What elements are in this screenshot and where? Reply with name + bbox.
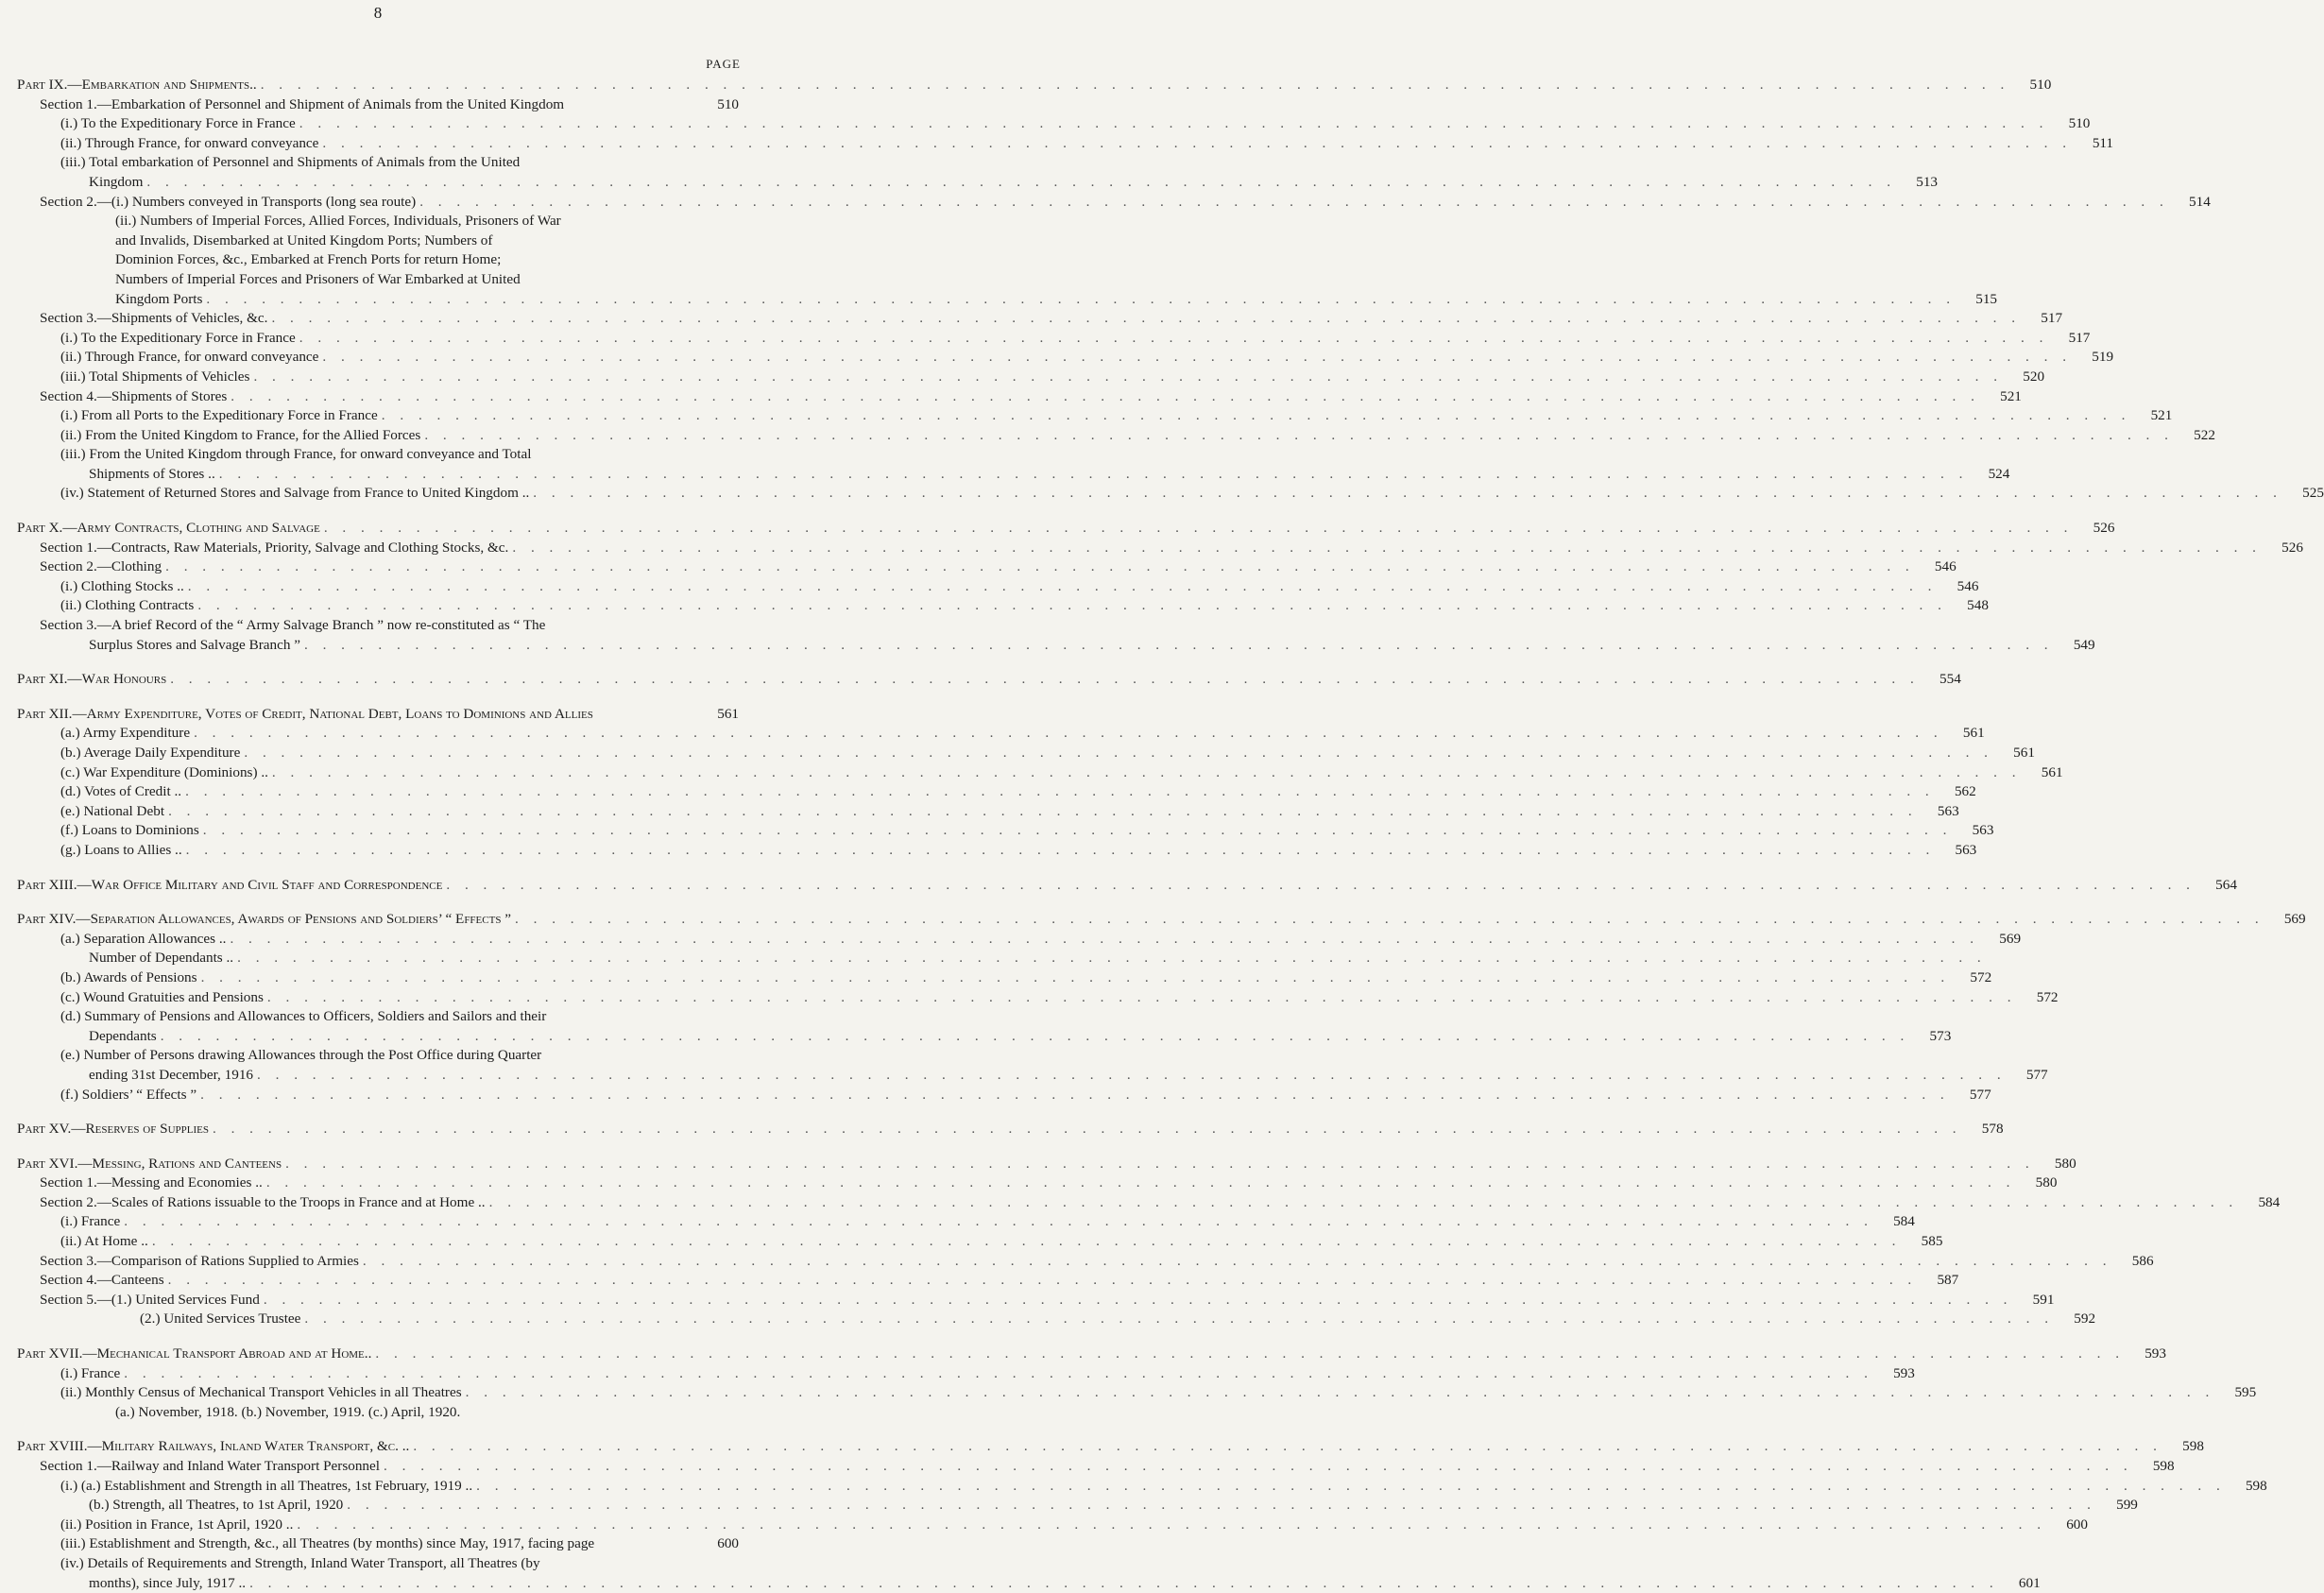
dot-leader (529, 484, 2286, 504)
toc-entry-page: 521 (2000, 387, 2022, 404)
toc-entry-page: 521 (2150, 407, 2173, 424)
toc-entry-page: 563 (1955, 841, 1977, 858)
toc-part-entry (17, 1345, 2166, 1364)
toc-entry (17, 782, 1976, 802)
toc-entry-title: Surplus Stores and Salvage Branch ” (89, 636, 300, 653)
dot-leader (268, 763, 2025, 783)
toc-entry-title: Section 2.—Scales of Rations issuable to the Troops in France and at Home .. (40, 1193, 486, 1210)
dot-leader (260, 1291, 2017, 1310)
page-column-header: PAGE (706, 57, 741, 71)
toc-entry-title: (b.) Strength, all Theatres, to 1st April, 1920 (89, 1497, 344, 1514)
toc-entry-title: Part XVIII.—Military Railways, Inland Water Transport, &c. .. (17, 1438, 410, 1455)
toc-entry (17, 763, 2063, 783)
toc-entry-title: (i.) (a.) Establishment and Strength in all Theatres, 1st February, 1919 .. (60, 1477, 473, 1494)
toc-entry-page: 519 (2092, 349, 2114, 366)
toc-entry-title: (b.) Awards of Pensions (60, 968, 197, 985)
toc-entry (17, 406, 2173, 426)
toc-entry-title: (i.) To the Expeditionary Force in France (60, 115, 296, 132)
dot-leader (233, 949, 1991, 968)
dot-leader (120, 1212, 1877, 1232)
toc-entry-title: (ii.) Clothing Contracts (60, 597, 195, 614)
toc-entry-page: 584 (1893, 1213, 1915, 1230)
toc-entry-title: Part XVII.—Mechanical Transport Abroad and at Home.. (17, 1345, 372, 1362)
dot-leader (120, 1364, 1877, 1384)
toc-entry (17, 1554, 739, 1574)
toc-entry-page: 572 (2036, 988, 2059, 1005)
toc-entry (17, 1534, 739, 1554)
toc-entry-page: 569 (1999, 930, 2022, 947)
section-gap (17, 1422, 739, 1437)
toc-entry-page: 522 (2194, 426, 2215, 443)
toc-entry (17, 1193, 2281, 1213)
toc-entry-title: months), since July, 1917 .. (89, 1574, 247, 1591)
toc-entry-title: and Invalids, Disembarked at United Kingdom Ports; Numbers of (115, 231, 493, 248)
toc-entry-title: Part XII.—Army Expenditure, Votes of Credit, National Debt, Loans to Dominions and Allies (17, 705, 593, 722)
toc-entry (17, 1457, 2175, 1477)
toc-part-entry (17, 670, 1961, 690)
toc-entry-title: (i.) France (60, 1213, 121, 1230)
toc-entry-title: (a.) November, 1918. (b.) November, 1919. (c.) April, 1920. (115, 1403, 461, 1420)
toc-entry (17, 329, 2091, 349)
dot-leader (199, 821, 1957, 841)
dot-leader (318, 348, 2076, 368)
toc-entry (17, 290, 1998, 310)
toc-entry-page: 600 (2066, 1516, 2088, 1533)
toc-entry (17, 1046, 739, 1066)
toc-entry-page: 572 (1970, 968, 1992, 985)
toc-entry-title: (a.) Army Expenditure (60, 725, 191, 742)
toc-entry-page: 564 (2215, 876, 2237, 893)
toc-entry (17, 821, 1994, 841)
toc-entry-page: 561 (717, 705, 739, 722)
toc-part-entry (17, 876, 2237, 896)
toc-entry-title: (d.) Summary of Pensions and Allowances to Officers, Soldiers and Sailors and their (60, 1008, 547, 1025)
toc-entry-title: (iii.) Total Shipments of Vehicles (60, 368, 250, 385)
toc-entry-page: 526 (2093, 520, 2115, 537)
toc-entry-page: 515 (1975, 290, 1998, 307)
toc-entry (17, 270, 739, 290)
toc-entry (17, 95, 739, 115)
dot-leader (215, 465, 1973, 485)
dot-leader (486, 1193, 2243, 1213)
toc-entry-title: (2.) United Services Trustee (140, 1310, 301, 1328)
toc-entry-title: (iv.) Statement of Returned Stores and Salvage from France to United Kingdom .. (60, 485, 530, 502)
toc-part-entry (17, 519, 2115, 539)
toc-entry-title: (e.) National Debt (60, 802, 165, 819)
toc-entry (17, 1364, 1915, 1384)
dot-leader (359, 1252, 2116, 1272)
toc-entry-page: 586 (2131, 1252, 2154, 1269)
toc-entry-title: (f.) Loans to Dominions (60, 822, 199, 839)
dot-leader (416, 193, 2173, 213)
dot-leader (226, 930, 1983, 950)
toc-entry (17, 1477, 2267, 1497)
toc-entry (17, 193, 2211, 213)
dot-leader (184, 577, 1941, 597)
toc-entry-title: (iii.) Establishment and Strength, &c., all Theatres (by months) since May, 1917, facing page (60, 1535, 595, 1552)
dot-leader (197, 1086, 1954, 1105)
toc-entry-page: 520 (2023, 368, 2045, 385)
toc-entry-page: 561 (2013, 745, 2035, 761)
toc-entry-page: 580 (2054, 1155, 2076, 1172)
dot-leader (320, 519, 2077, 539)
toc-entry-page: 525 (2302, 485, 2324, 502)
toc-entry (17, 539, 2303, 558)
toc-entry-page: 585 (1921, 1233, 1943, 1250)
dot-leader (143, 173, 1900, 193)
toc-entry-title: (g.) Loans to Allies .. (60, 841, 182, 858)
section-gap (17, 861, 739, 876)
toc-entry-page: 511 (2092, 134, 2114, 151)
dot-leader (462, 1383, 2219, 1403)
toc-entry-page: 510 (2029, 77, 2052, 93)
dot-leader (318, 134, 2076, 154)
toc-entry-title: Part X.—Army Contracts, Clothing and Salvage (17, 520, 320, 537)
toc-entry-page: 600 (717, 1535, 739, 1552)
toc-entry (17, 250, 739, 270)
toc-entry-title: Section 1.—Embarkation of Personnel and Shipment of Animals from the United Kingdom (40, 95, 565, 112)
dot-leader (202, 290, 1959, 310)
dot-leader (264, 988, 2021, 1008)
toc-entry (17, 1574, 2041, 1593)
dot-leader (380, 1457, 2137, 1477)
toc-entry-title: Part XIV.—Separation Allowances, Awards of Pensions and Soldiers’ “ Effects ” (17, 911, 511, 928)
toc-entry-title: Section 3.—A brief Record of the “ Army Salvage Branch ” now re-constituted as “ The (40, 617, 546, 634)
toc-entry (17, 1173, 2058, 1193)
toc-entry-page: 593 (2145, 1345, 2166, 1362)
toc-entry (17, 153, 739, 173)
toc-entry (17, 173, 1938, 193)
toc-entry-page: 587 (1937, 1272, 1959, 1289)
toc-entry (17, 1516, 2088, 1535)
toc-entry-title: Section 1.—Contracts, Raw Materials, Priority, Salvage and Clothing Stocks, &c. (40, 539, 509, 556)
toc-entry-page: 591 (2032, 1291, 2055, 1308)
toc-entry-title: (i.) To the Expeditionary Force in France (60, 329, 296, 346)
toc-entry (17, 1271, 1959, 1291)
toc-entry-page: 514 (2189, 193, 2211, 210)
toc-entry (17, 577, 1979, 597)
dot-leader (157, 1027, 1914, 1047)
toc-entry-page: 592 (2074, 1310, 2096, 1328)
dot-leader (240, 744, 1997, 763)
toc-entry (17, 988, 2059, 1008)
toc-entry-title: Part XVI.—Messing, Rations and Canteens (17, 1155, 282, 1172)
toc-entry (17, 1403, 739, 1423)
toc-entry-page: 563 (1937, 802, 1959, 819)
toc-entry-page: 580 (2035, 1174, 2058, 1191)
toc-entry-page: 517 (2068, 329, 2091, 346)
toc-entry-title: Part XI.—War Honours (17, 671, 167, 688)
toc-entry-title: Section 3.—Comparison of Rations Supplied to Armies (40, 1252, 359, 1269)
toc-part-entry (17, 910, 2306, 930)
toc-entry-page: 526 (2281, 539, 2303, 556)
dot-leader (442, 876, 2199, 896)
toc-entry-page: 598 (2152, 1458, 2175, 1474)
dot-leader (472, 1477, 2230, 1497)
toc-entry (17, 557, 1957, 577)
toc-entry-page: 578 (1981, 1121, 2004, 1138)
toc-entry (17, 949, 739, 968)
dot-leader (182, 841, 1940, 861)
toc-part-entry (17, 1120, 2004, 1139)
toc-entry-title: Section 3.—Shipments of Vehicles, &c. (40, 310, 268, 327)
section-gap (17, 1329, 739, 1345)
toc-entry-page: 601 (2018, 1574, 2041, 1591)
toc-part-entry (17, 1155, 2076, 1174)
toc-entry-page: 577 (2025, 1066, 2048, 1083)
toc-entry-page: 598 (2245, 1477, 2267, 1494)
dot-leader (249, 368, 2007, 387)
toc-entry (17, 368, 2045, 387)
toc-part-entry (17, 705, 739, 725)
toc-entry-title: Section 2.—Clothing (40, 558, 162, 575)
toc-entry-page: 524 (1988, 465, 2010, 482)
toc-entry-page: 599 (2116, 1497, 2138, 1514)
section-gap (17, 655, 739, 670)
dot-leader (409, 1437, 2166, 1457)
dot-leader (282, 1155, 2039, 1174)
toc-entry (17, 968, 1992, 988)
toc-entry (17, 426, 2215, 446)
toc-entry (17, 1310, 2096, 1329)
toc-entry-title: (b.) Average Daily Expenditure (60, 745, 241, 761)
toc-entry-title: Numbers of Imperial Forces and Prisoners of War Embarked at United (115, 270, 521, 287)
toc-entry-title: Dependants (89, 1027, 157, 1044)
toc-entry-page: 577 (1969, 1086, 1991, 1103)
toc-entry (17, 1291, 2055, 1310)
dot-leader (296, 114, 2053, 134)
toc-entry-page: 510 (717, 95, 739, 112)
dot-leader (253, 1066, 2010, 1086)
toc-entry-page: 554 (1940, 671, 1961, 688)
toc-entry (17, 616, 739, 636)
toc-entry-title: Dominion Forces, &c., Embarked at French Ports for return Home; (115, 251, 502, 268)
dot-leader (263, 1173, 2020, 1193)
toc-entry (17, 1086, 1991, 1105)
toc-entry-title: Section 5.—(1.) United Services Fund (40, 1291, 260, 1308)
toc-entry-page: 584 (2258, 1193, 2281, 1210)
toc-entry (17, 636, 2095, 656)
toc-entry-title: Part IX.—Embarkation and Shipments.. (17, 77, 257, 93)
toc-entry-page: 561 (1962, 725, 1985, 742)
section-gap (17, 895, 739, 910)
toc-entry (17, 1027, 1952, 1047)
dot-leader (162, 557, 1919, 577)
toc-entry (17, 134, 2114, 154)
toc-entry (17, 309, 2063, 329)
dot-leader (267, 309, 2025, 329)
toc-entry-title: Section 1.—Railway and Inland Water Transport Personnel (40, 1458, 380, 1474)
toc-entry-page: 546 (1957, 577, 1979, 594)
toc-entry-title: (c.) War Expenditure (Dominions) .. (60, 763, 268, 780)
toc-entry (17, 1007, 739, 1027)
toc-entry-title: (d.) Votes of Credit .. (60, 783, 182, 800)
toc-entry (17, 212, 739, 231)
toc-entry-title: Number of Dependants .. (89, 950, 234, 967)
dot-leader (190, 724, 1947, 744)
dot-leader (194, 596, 1951, 616)
toc-entry-title: Part XIII.—War Office Military and Civil Staff and Correspondence (17, 876, 443, 893)
toc-entry-page: 562 (1954, 783, 1976, 800)
dot-leader (164, 802, 1922, 822)
toc-entry (17, 387, 2022, 407)
toc-entry (17, 1066, 2048, 1086)
toc-entry-title: (iii.) From the United Kingdom through France, for onward conveyance and Total (60, 446, 532, 463)
table-of-contents (17, 76, 2324, 1593)
dot-leader (246, 1574, 2003, 1593)
dot-leader (181, 782, 1939, 802)
toc-entry-title: (ii.) Monthly Census of Mechanical Transport Vehicles in all Theatres (60, 1384, 462, 1401)
toc-entry-page: 561 (2041, 763, 2063, 780)
toc-entry-title: Section 1.—Messing and Economies .. (40, 1174, 263, 1191)
toc-entry-title: (ii.) Numbers of Imperial Forces, Allied Forces, Individuals, Prisoners of War (115, 213, 561, 230)
toc-entry-page: 513 (1916, 173, 1938, 190)
toc-entry (17, 445, 739, 465)
dot-leader (164, 1271, 1922, 1291)
toc-entry-title: ending 31st December, 1916 (89, 1066, 254, 1083)
dot-leader (296, 329, 2053, 349)
toc-entry-title: (ii.) From the United Kingdom to France, for the Allied Forces (60, 426, 421, 443)
toc-entry-title: Kingdom Ports (115, 290, 203, 307)
toc-entry-title: Section 2.—(i.) Numbers conveyed in Transports (long sea route) (40, 193, 417, 210)
dot-leader (300, 636, 2058, 656)
toc-part-entry (17, 76, 2052, 95)
toc-entry-title: Part XV.—Reserves of Supplies (17, 1121, 209, 1138)
section-gap (17, 504, 739, 519)
toc-entry-title: (ii.) Position in France, 1st April, 1920 .. (60, 1516, 294, 1533)
dot-leader (343, 1496, 2100, 1516)
toc-entry (17, 1496, 2138, 1516)
toc-entry-title: (iv.) Details of Requirements and Strength, Inland Water Transport, all Theatres (by (60, 1554, 540, 1571)
toc-entry (17, 465, 2010, 485)
toc-entry-title: (e.) Number of Persons drawing Allowances through the Post Office during Quarter (60, 1047, 542, 1064)
toc-entry-page: 569 (2283, 911, 2306, 928)
section-gap (17, 1105, 739, 1120)
section-gap (17, 690, 739, 705)
toc-entry-page: 595 (2234, 1384, 2257, 1401)
toc-entry-title: Shipments of Stores .. (89, 465, 215, 482)
toc-entry-page: 546 (1934, 558, 1957, 575)
toc-entry-page: 593 (1893, 1364, 1915, 1381)
toc-entry (17, 1232, 1943, 1252)
toc-entry (17, 484, 2324, 504)
toc-entry-page: 573 (1929, 1027, 1952, 1044)
toc-entry-title: (i.) France (60, 1364, 121, 1381)
toc-entry (17, 1212, 1915, 1232)
dot-leader (257, 76, 2014, 95)
toc-entry-title: (a.) Separation Allowances .. (60, 930, 227, 947)
toc-entry-page: 549 (2073, 636, 2095, 653)
dot-leader (511, 910, 2268, 930)
toc-entry (17, 841, 1977, 861)
toc-entry-title: Kingdom (89, 173, 144, 190)
section-gap (17, 1139, 739, 1155)
toc-entry-title: Section 4.—Canteens (40, 1272, 164, 1289)
dot-leader (293, 1516, 2050, 1535)
toc-entry (17, 114, 2091, 134)
toc-entry (17, 1252, 2154, 1272)
toc-entry-page: 563 (1972, 822, 1994, 839)
toc-entry-title: (iii.) Total embarkation of Personnel and Shipments of Animals from the United (60, 154, 521, 171)
toc-entry-page: 548 (1967, 597, 1989, 614)
page-number: 8 (373, 4, 383, 22)
toc-entry-title: (ii.) At Home .. (60, 1233, 148, 1250)
dot-leader (148, 1232, 1905, 1252)
toc-entry (17, 744, 2035, 763)
toc-entry-title: (ii.) Through France, for onward conveyance (60, 134, 319, 151)
toc-entry-title: (i.) Clothing Stocks .. (60, 577, 184, 594)
dot-leader (227, 387, 1984, 407)
dot-leader (420, 426, 2178, 446)
dot-leader (378, 406, 2135, 426)
toc-entry-page: 510 (2068, 115, 2091, 132)
toc-entry (17, 348, 2114, 368)
toc-entry (17, 1383, 2257, 1403)
toc-entry-title: (c.) Wound Gratuities and Pensions (60, 988, 264, 1005)
toc-entry (17, 231, 739, 251)
dot-leader (197, 968, 1955, 988)
toc-entry (17, 596, 1989, 616)
toc-entry (17, 930, 2022, 950)
toc-entry (17, 724, 1985, 744)
dot-leader (166, 670, 1923, 690)
toc-part-entry (17, 1437, 2204, 1457)
dot-leader (300, 1310, 2058, 1329)
toc-entry-page: 598 (2182, 1438, 2204, 1455)
toc-entry-title: (f.) Soldiers’ “ Effects ” (60, 1086, 197, 1103)
toc-entry-page: 517 (2041, 310, 2063, 327)
toc-entry (17, 802, 1959, 822)
dot-leader (508, 539, 2265, 558)
toc-entry-title: (i.) From all Ports to the Expeditionary Force in France (60, 407, 378, 424)
toc-entry-title: (ii.) Through France, for onward conveyance (60, 349, 319, 366)
dot-leader (371, 1345, 2128, 1364)
dot-leader (209, 1120, 1966, 1139)
toc-entry-title: Section 4.—Shipments of Stores (40, 387, 228, 404)
